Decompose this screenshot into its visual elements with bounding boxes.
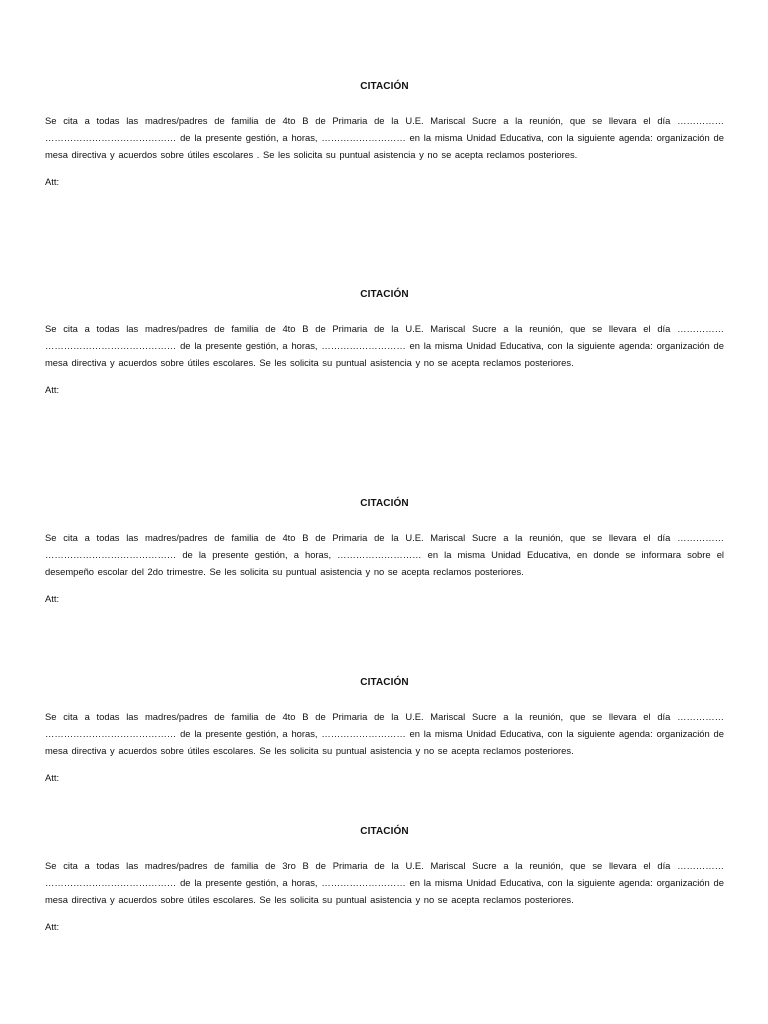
notice-title: CITACIÓN [360, 81, 409, 92]
notice-title: CITACIÓN [360, 677, 409, 688]
notice-1 [45, 81, 724, 188]
notice-5 [45, 826, 724, 933]
notice-3 [45, 498, 724, 605]
notice-att-label: Att: [45, 772, 60, 783]
notice-title: CITACIÓN [360, 826, 409, 837]
notice-body: Se cita a todas las madres/padres de familia de 4to B de Primaria de la U.E. Mariscal Sucre a la reunión, que se llevara el día …………… …………………………………… de la presente gestión, a horas, ……………………… en la misma Unidad Educativa, en donde se informara sobre el desempeño escolar del 2do trimestre. Se les solicita su puntual asistencia y no se acepta reclamos posteriores. [45, 532, 724, 577]
notice-body: Se cita a todas las madres/padres de familia de 3ro B de Primaria de la U.E. Mariscal Sucre a la reunión, que se llevara el día …………… …………………………………… de la presente gestión, a horas, ……………………… en la misma Unidad Educativa, con la siguiente agenda: organización de mesa directiva y acuerdos sobre útiles escolares. Se les solicita su puntual asistencia y no se acepta reclamos posteriores. [45, 860, 724, 905]
notice-body: Se cita a todas las madres/padres de familia de 4to B de Primaria de la U.E. Mariscal Sucre a la reunión, que se llevara el día …………… …………………………………… de la presente gestión, a horas, ……………………… en la misma Unidad Educativa, con la siguiente agenda: organización de mesa directiva y acuerdos sobre útiles escolares. Se les solicita su puntual asistencia y no se acepta reclamos posteriores. [45, 711, 724, 756]
notice-att-label: Att: [45, 176, 60, 187]
notice-body: Se cita a todas las madres/padres de familia de 4to B de Primaria de la U.E. Mariscal Sucre a la reunión, que se llevara el día …………… …………………………………… de la presente gestión, a horas, ……………………… en la misma Unidad Educativa, con la siguiente agenda: organización de mesa directiva y acuerdos sobre útiles escolares . Se les solicita su puntual asistencia y no se acepta reclamos posteriores. [45, 115, 724, 160]
notice-att-label: Att: [45, 384, 60, 395]
notice-title: CITACIÓN [360, 289, 409, 300]
notice-att-label: Att: [45, 593, 60, 604]
notice-2 [45, 289, 724, 396]
notice-4 [45, 677, 724, 784]
notice-body: Se cita a todas las madres/padres de familia de 4to B de Primaria de la U.E. Mariscal Sucre a la reunión, que se llevara el día …………… …………………………………… de la presente gestión, a horas, ……………………… en la misma Unidad Educativa, con la siguiente agenda: organización de mesa directiva y acuerdos sobre útiles escolares. Se les solicita su puntual asistencia y no se acepta reclamos posteriores. [45, 323, 724, 368]
notice-att-label: Att: [45, 921, 60, 932]
notice-title: CITACIÓN [360, 498, 409, 509]
